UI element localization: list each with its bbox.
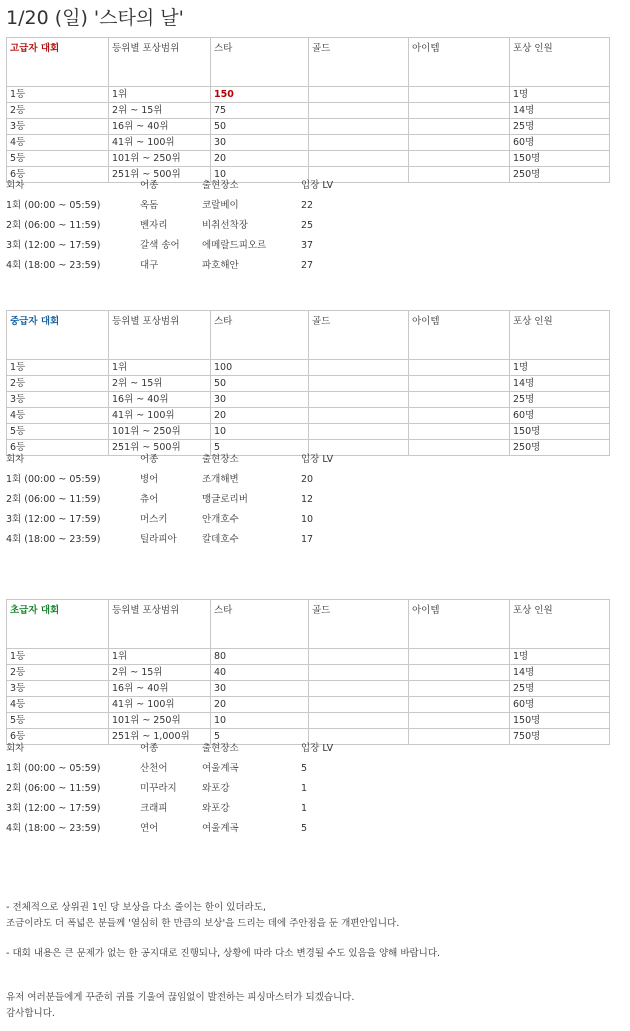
table-header-row: [7, 38, 610, 87]
item-cell: [409, 392, 510, 408]
closing-line: 감사합니다.: [6, 1008, 55, 1019]
star-cell: 30: [211, 681, 309, 697]
header-item: 아이템: [409, 600, 510, 649]
gold-cell: [309, 665, 409, 681]
advanced-reward-table: [6, 37, 610, 183]
round-row: [6, 236, 386, 256]
header-round: 회차: [6, 454, 25, 465]
round-row: [6, 216, 386, 236]
range-cell: 2위 ~ 15위: [109, 376, 211, 392]
gold-cell: [309, 697, 409, 713]
table-row: [7, 103, 610, 119]
fish-cell: 미꾸라지: [140, 783, 177, 794]
table-header-row: [7, 311, 610, 360]
gold-cell: [309, 408, 409, 424]
fish-cell: 연어: [140, 823, 159, 834]
count-cell: 14명: [510, 665, 610, 681]
fish-cell: 츄어: [140, 494, 159, 505]
item-cell: [409, 103, 510, 119]
rank-cell: 2등: [7, 665, 109, 681]
round-row: [6, 256, 386, 276]
header-item: 아이템: [409, 311, 510, 360]
rank-cell: 1등: [7, 360, 109, 376]
count-cell: 250명: [510, 440, 610, 456]
gold-cell: [309, 649, 409, 665]
level-cell: 17: [301, 534, 314, 545]
fish-cell: 대구: [140, 260, 159, 271]
range-cell: 2위 ~ 15위: [109, 103, 211, 119]
count-cell: 1명: [510, 360, 610, 376]
header-fish: 어종: [140, 180, 159, 191]
header-range: 등위별 포상범위: [109, 38, 211, 87]
count-cell: 150명: [510, 713, 610, 729]
table-header-row: [7, 600, 610, 649]
rank-cell: 6등: [7, 167, 109, 183]
star-cell: 10: [211, 424, 309, 440]
table-row: [7, 135, 610, 151]
beginner-reward-table: [6, 599, 610, 745]
beginner-round-table: [6, 741, 386, 839]
count-cell: 250명: [510, 167, 610, 183]
count-cell: 25명: [510, 119, 610, 135]
table-row: [7, 424, 610, 440]
round-row: [6, 530, 386, 550]
header-round: 회차: [6, 743, 25, 754]
item-cell: [409, 649, 510, 665]
range-cell: 251위 ~ 1,000위: [109, 729, 211, 745]
table-row: [7, 697, 610, 713]
rank-cell: 5등: [7, 713, 109, 729]
round-row: [6, 819, 386, 839]
rank-cell: 1등: [7, 649, 109, 665]
gold-cell: [309, 87, 409, 103]
range-cell: 41위 ~ 100위: [109, 408, 211, 424]
rank-cell: 5등: [7, 151, 109, 167]
location-cell: 비취선착장: [202, 220, 248, 231]
table-row: [7, 87, 610, 103]
item-cell: [409, 167, 510, 183]
table-row: [7, 408, 610, 424]
location-cell: 칼데호수: [202, 534, 239, 545]
gold-cell: [309, 392, 409, 408]
item-cell: [409, 135, 510, 151]
round-row: [6, 799, 386, 819]
rank-cell: 3등: [7, 392, 109, 408]
round-cell: 1회 (00:00 ~ 05:59): [6, 200, 101, 211]
location-cell: 여울계곡: [202, 763, 239, 774]
rank-cell: 6등: [7, 440, 109, 456]
item-cell: [409, 665, 510, 681]
header-gold: 골드: [309, 600, 409, 649]
gold-cell: [309, 151, 409, 167]
header-location: 출현장소: [202, 743, 239, 754]
round-row: [6, 470, 386, 490]
header-fish: 어종: [140, 454, 159, 465]
header-location: 출현장소: [202, 454, 239, 465]
range-cell: 101위 ~ 250위: [109, 424, 211, 440]
count-cell: 150명: [510, 151, 610, 167]
rank-cell: 2등: [7, 376, 109, 392]
intermediate-round-table: [6, 452, 386, 550]
round-header-row: [6, 178, 386, 196]
location-cell: 에메랄드피오르: [202, 240, 267, 251]
range-cell: 16위 ~ 40위: [109, 392, 211, 408]
header-count: 포상 인원: [510, 600, 610, 649]
header-count: 포상 인원: [510, 311, 610, 360]
range-cell: 41위 ~ 100위: [109, 135, 211, 151]
gold-cell: [309, 103, 409, 119]
count-cell: 150명: [510, 424, 610, 440]
location-cell: 파호해안: [202, 260, 239, 271]
header-fish: 어종: [140, 743, 159, 754]
gold-cell: [309, 360, 409, 376]
location-cell: 코랄베이: [202, 200, 239, 211]
rank-cell: 3등: [7, 681, 109, 697]
rank-cell: 4등: [7, 408, 109, 424]
location-cell: 안개호수: [202, 514, 239, 525]
level-cell: 22: [301, 200, 314, 211]
level-cell: 1: [301, 783, 308, 794]
gold-cell: [309, 135, 409, 151]
round-cell: 3회 (12:00 ~ 17:59): [6, 803, 101, 814]
header-level: 입장 LV: [301, 180, 334, 191]
header-gold: 골드: [309, 311, 409, 360]
count-cell: 1명: [510, 649, 610, 665]
page-title: 1/20 (일) '스타의 날': [6, 7, 184, 29]
star-cell: 5: [211, 440, 309, 456]
level-cell: 10: [301, 514, 314, 525]
round-row: [6, 759, 386, 779]
round-cell: 3회 (12:00 ~ 17:59): [6, 514, 101, 525]
count-cell: 14명: [510, 376, 610, 392]
star-cell: 20: [211, 697, 309, 713]
range-cell: 101위 ~ 250위: [109, 713, 211, 729]
star-cell: 5: [211, 729, 309, 745]
rank-cell: 3등: [7, 119, 109, 135]
rank-cell: 6등: [7, 729, 109, 745]
round-cell: 1회 (00:00 ~ 05:59): [6, 763, 101, 774]
header-range: 등위별 포상범위: [109, 600, 211, 649]
note-line: 조금이라도 더 폭넓은 분들께 '열심히 한 만큼의 보상'을 드리는 데에 주안점을 둔 개편안입니다.: [6, 918, 400, 929]
round-cell: 2회 (06:00 ~ 11:59): [6, 220, 101, 231]
range-cell: 1위: [109, 360, 211, 376]
item-cell: [409, 424, 510, 440]
rank-cell: 5등: [7, 424, 109, 440]
star-cell: 20: [211, 408, 309, 424]
fish-cell: 산천어: [140, 763, 168, 774]
round-cell: 4회 (18:00 ~ 23:59): [6, 823, 101, 834]
tournament-name: 초급자 대회: [10, 605, 60, 616]
rank-cell: 4등: [7, 697, 109, 713]
range-cell: 251위 ~ 500위: [109, 167, 211, 183]
range-cell: 16위 ~ 40위: [109, 119, 211, 135]
star-cell: 50: [211, 119, 309, 135]
advanced-round-table: [6, 178, 386, 276]
item-cell: [409, 681, 510, 697]
header-level: 입장 LV: [301, 454, 334, 465]
star-cell: 40: [211, 665, 309, 681]
header-item: 아이템: [409, 38, 510, 87]
star-cell: 75: [211, 103, 309, 119]
rank-cell: 1등: [7, 87, 109, 103]
star-cell: 80: [211, 649, 309, 665]
round-cell: 2회 (06:00 ~ 11:59): [6, 494, 101, 505]
level-cell: 37: [301, 240, 314, 251]
count-cell: 25명: [510, 681, 610, 697]
fish-cell: 틸라피아: [140, 534, 177, 545]
level-cell: 20: [301, 474, 314, 485]
round-cell: 4회 (18:00 ~ 23:59): [6, 260, 101, 271]
count-cell: 14명: [510, 103, 610, 119]
gold-cell: [309, 376, 409, 392]
table-row: [7, 392, 610, 408]
round-row: [6, 196, 386, 216]
round-header-row: [6, 452, 386, 470]
count-cell: 60명: [510, 697, 610, 713]
star-cell: 100: [211, 360, 309, 376]
round-cell: 1회 (00:00 ~ 05:59): [6, 474, 101, 485]
header-gold: 골드: [309, 38, 409, 87]
star-cell: 10: [211, 713, 309, 729]
table-row: [7, 681, 610, 697]
star-cell: 20: [211, 151, 309, 167]
level-cell: 12: [301, 494, 314, 505]
fish-cell: 갈색 송어: [140, 240, 180, 251]
intermediate-reward-table: [6, 310, 610, 456]
item-cell: [409, 376, 510, 392]
range-cell: 16위 ~ 40위: [109, 681, 211, 697]
table-row: [7, 713, 610, 729]
table-row: [7, 151, 610, 167]
tournament-name: 고급자 대회: [10, 43, 60, 54]
fish-cell: 벤자리: [140, 220, 168, 231]
range-cell: 2위 ~ 15위: [109, 665, 211, 681]
header-location: 출현장소: [202, 180, 239, 191]
gold-cell: [309, 681, 409, 697]
item-cell: [409, 697, 510, 713]
header-level: 입장 LV: [301, 743, 334, 754]
star-cell: 30: [211, 135, 309, 151]
level-cell: 5: [301, 823, 308, 834]
range-cell: 1위: [109, 649, 211, 665]
gold-cell: [309, 119, 409, 135]
item-cell: [409, 440, 510, 456]
item-cell: [409, 87, 510, 103]
table-row: [7, 360, 610, 376]
count-cell: 60명: [510, 135, 610, 151]
rank-cell: 4등: [7, 135, 109, 151]
location-cell: 와포강: [202, 783, 230, 794]
rank-cell: 2등: [7, 103, 109, 119]
item-cell: [409, 713, 510, 729]
item-cell: [409, 729, 510, 745]
round-row: [6, 779, 386, 799]
table-row: [7, 119, 610, 135]
header-star: 스타: [211, 600, 309, 649]
count-cell: 1명: [510, 87, 610, 103]
table-row: [7, 665, 610, 681]
header-range: 등위별 포상범위: [109, 311, 211, 360]
round-cell: 2회 (06:00 ~ 11:59): [6, 783, 101, 794]
fish-cell: 크래피: [140, 803, 168, 814]
level-cell: 1: [301, 803, 308, 814]
level-cell: 27: [301, 260, 314, 271]
round-cell: 4회 (18:00 ~ 23:59): [6, 534, 101, 545]
count-cell: 60명: [510, 408, 610, 424]
closing-line: 유저 여러분들에게 꾸준히 귀를 기울여 끊임없이 발전하는 피싱마스터가 되겠습니다.: [6, 992, 355, 1003]
range-cell: 41위 ~ 100위: [109, 697, 211, 713]
gold-cell: [309, 713, 409, 729]
header-round: 회차: [6, 180, 25, 191]
round-cell: 3회 (12:00 ~ 17:59): [6, 240, 101, 251]
fish-cell: 옥돔: [140, 200, 159, 211]
note-line: - 대회 내용은 큰 문제가 없는 한 공지대로 진행되나, 상황에 따라 다소 변경될 수도 있음을 양해 바랍니다.: [6, 948, 441, 959]
count-cell: 750명: [510, 729, 610, 745]
star-cell: 50: [211, 376, 309, 392]
tournament-name: 중급자 대회: [10, 316, 60, 327]
range-cell: 101위 ~ 250위: [109, 151, 211, 167]
table-row: [7, 649, 610, 665]
item-cell: [409, 151, 510, 167]
location-cell: 와포강: [202, 803, 230, 814]
range-cell: 251위 ~ 500위: [109, 440, 211, 456]
item-cell: [409, 408, 510, 424]
location-cell: 맹글로리버: [202, 494, 248, 505]
note-line: - 전체적으로 상위권 1인 당 보상을 다소 줄이는 한이 있더라도,: [6, 902, 266, 913]
fish-cell: 머스키: [140, 514, 168, 525]
header-star: 스타: [211, 38, 309, 87]
count-cell: 25명: [510, 392, 610, 408]
header-count: 포상 인원: [510, 38, 610, 87]
round-header-row: [6, 741, 386, 759]
item-cell: [409, 119, 510, 135]
level-cell: 5: [301, 763, 308, 774]
item-cell: [409, 360, 510, 376]
star-cell: 150: [211, 87, 309, 103]
round-row: [6, 510, 386, 530]
gold-cell: [309, 424, 409, 440]
round-row: [6, 490, 386, 510]
location-cell: 여울계곡: [202, 823, 239, 834]
star-cell: 10: [211, 167, 309, 183]
header-star: 스타: [211, 311, 309, 360]
table-row: [7, 376, 610, 392]
fish-cell: 병어: [140, 474, 159, 485]
range-cell: 1위: [109, 87, 211, 103]
location-cell: 조개해변: [202, 474, 239, 485]
star-cell: 30: [211, 392, 309, 408]
level-cell: 25: [301, 220, 314, 231]
